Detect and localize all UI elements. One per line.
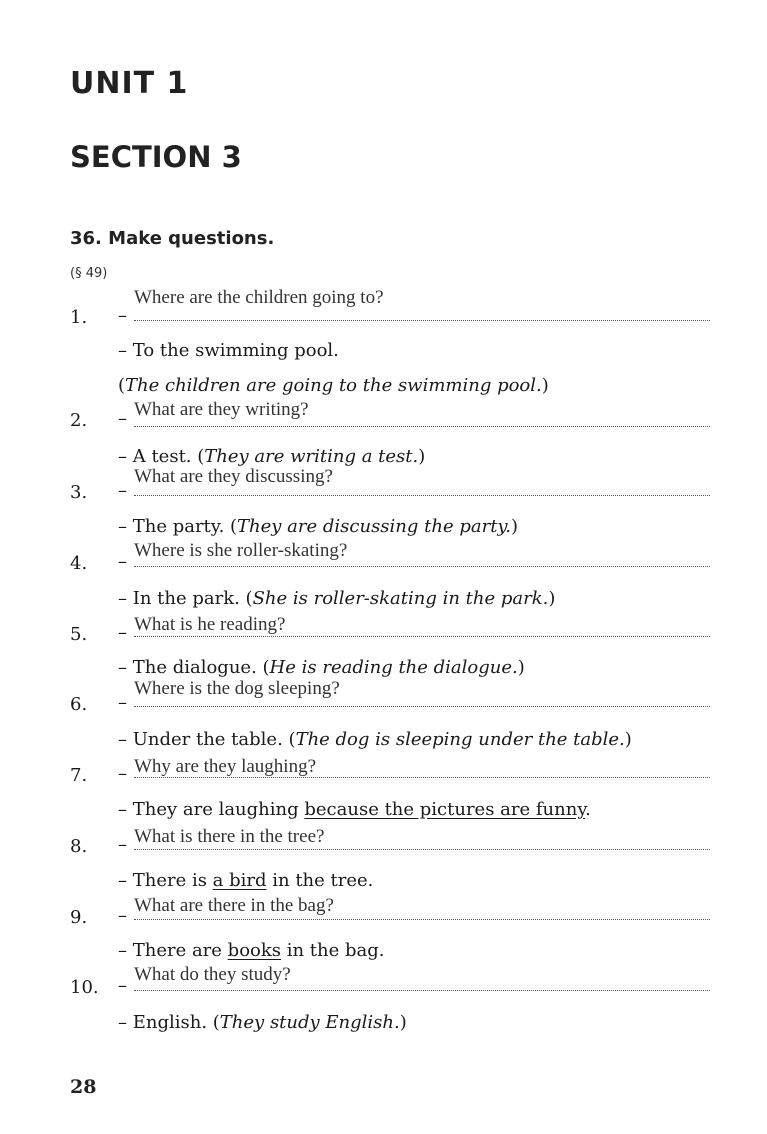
answer-line — [134, 636, 710, 637]
item-number: 9. — [70, 907, 88, 928]
answer-line — [134, 919, 710, 920]
answer-line — [134, 320, 710, 321]
answer: – In the park. (She is roller-skating in the park.) — [118, 588, 556, 609]
answer: – Under the table. (The dog is sleeping under the table.) — [118, 729, 632, 750]
item-number: 3. — [70, 482, 88, 503]
dash: – — [118, 480, 127, 501]
dash: – — [118, 408, 127, 429]
item-number: 7. — [70, 765, 88, 786]
question-text: What is he reading? — [134, 614, 286, 635]
answer-note: (The children are going to the swimming pool.) — [118, 375, 549, 396]
item-number: 10. — [70, 977, 99, 998]
dash: – — [118, 692, 127, 713]
question-text: Where is she roller-skating? — [134, 540, 348, 561]
question-text: Why are they laughing? — [134, 756, 317, 777]
answer-line — [134, 849, 710, 850]
answer-line — [134, 566, 710, 567]
item-number: 4. — [70, 553, 88, 574]
exercise-title: 36. Make questions. — [70, 228, 275, 249]
section-title: SECTION 3 — [70, 140, 242, 174]
question-text: What are there in the bag? — [134, 895, 334, 916]
item-number: 2. — [70, 410, 88, 431]
dash: – — [118, 305, 127, 326]
answer-line — [134, 426, 710, 427]
unit-title: UNIT 1 — [70, 66, 189, 101]
dash: – — [118, 834, 127, 855]
dash: – — [118, 905, 127, 926]
answer-line — [134, 706, 710, 707]
question-text: Where is the dog sleeping? — [134, 678, 340, 699]
question-text: What are they writing? — [134, 399, 309, 420]
answer: – A test. (They are writing a test.) — [118, 446, 426, 467]
answer: – The dialogue. (He is reading the dialogue.) — [118, 657, 525, 678]
answer: – The party. (They are discussing the party.) — [118, 516, 518, 537]
item-number: 1. — [70, 307, 88, 328]
exercise-reference: (§ 49) — [70, 266, 108, 281]
dash: – — [118, 551, 127, 572]
question-text: What is there in the tree? — [134, 826, 325, 847]
answer: – There is a bird in the tree. — [118, 870, 374, 891]
answer-line — [134, 990, 710, 991]
question-text: What do they study? — [134, 964, 291, 985]
answer: – To the swimming pool. — [118, 340, 339, 361]
page-number: 28 — [70, 1076, 97, 1098]
item-number: 6. — [70, 694, 88, 715]
dash: – — [118, 763, 127, 784]
answer: – They are laughing because the pictures are funny. — [118, 799, 591, 820]
answer-italic: The children are going to the swimming pool. — [125, 375, 542, 396]
question-text: What are they discussing? — [134, 466, 333, 487]
answer-line — [134, 777, 710, 778]
question-text: Where are the children going to? — [134, 287, 384, 308]
answer: – English. (They study English.) — [118, 1012, 407, 1033]
answer-line — [134, 495, 710, 496]
item-number: 8. — [70, 836, 88, 857]
dash: – — [118, 975, 127, 996]
dash: – — [118, 622, 127, 643]
item-number: 5. — [70, 624, 88, 645]
answer: – There are books in the bag. — [118, 940, 385, 961]
